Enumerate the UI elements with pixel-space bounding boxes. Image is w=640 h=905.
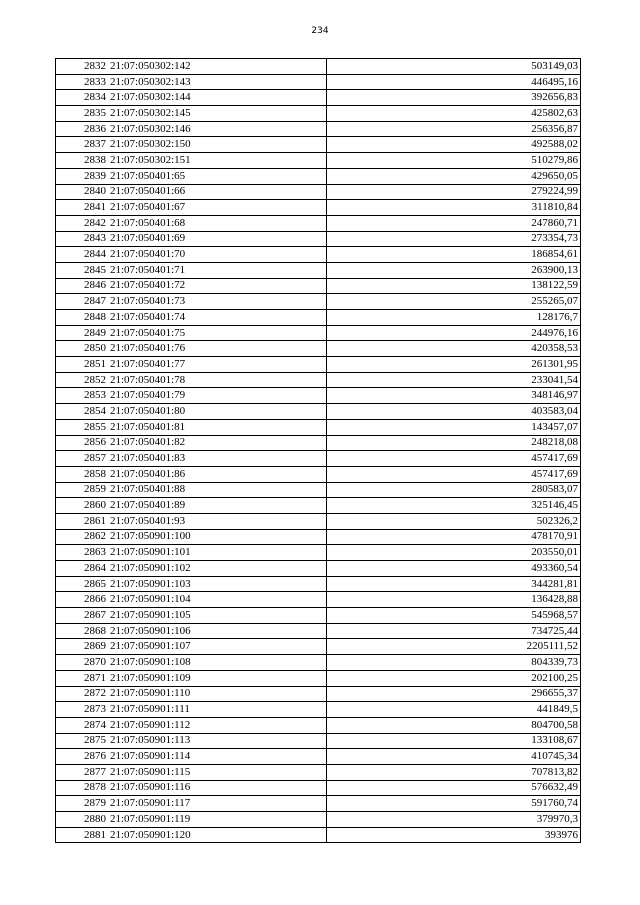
row-number-cell: 2852	[56, 372, 109, 388]
table-row	[56, 90, 581, 106]
row-number-cell: 2855	[56, 419, 109, 435]
cadastral-number-cell: 21:07:050401:79	[108, 388, 327, 404]
cadastral-number-cell: 21:07:050401:69	[108, 231, 327, 247]
value-cell: 233041,54	[327, 372, 581, 388]
row-number-cell: 2854	[56, 404, 109, 420]
value-cell: 256356,87	[327, 121, 581, 137]
cadastral-number-cell: 21:07:050901:111	[108, 702, 327, 718]
row-number-cell: 2860	[56, 498, 109, 514]
value-cell: 280583,07	[327, 482, 581, 498]
row-number-cell: 2863	[56, 545, 109, 561]
value-cell: 707813,82	[327, 764, 581, 780]
row-number-cell: 2856	[56, 435, 109, 451]
table-row	[56, 388, 581, 404]
table-row	[56, 325, 581, 341]
cadastral-number-cell: 21:07:050401:78	[108, 372, 327, 388]
row-number-cell: 2840	[56, 184, 109, 200]
table-row	[56, 513, 581, 529]
table-row	[56, 545, 581, 561]
value-cell: 734725,44	[327, 623, 581, 639]
value-cell: 344281,81	[327, 576, 581, 592]
value-cell: 261301,95	[327, 357, 581, 373]
row-number-cell: 2871	[56, 670, 109, 686]
row-number-cell: 2861	[56, 513, 109, 529]
row-number-cell: 2867	[56, 608, 109, 624]
value-cell: 128176,7	[327, 310, 581, 326]
table-row	[56, 451, 581, 467]
cadastral-number-cell: 21:07:050302:142	[108, 59, 327, 75]
value-cell: 248218,08	[327, 435, 581, 451]
cadastral-number-cell: 21:07:050401:71	[108, 262, 327, 278]
value-cell: 279224,99	[327, 184, 581, 200]
table-row	[56, 262, 581, 278]
value-cell: 393976	[327, 827, 581, 843]
cadastral-number-cell: 21:07:050901:115	[108, 764, 327, 780]
table-row	[56, 121, 581, 137]
cadastral-number-cell: 21:07:050901:114	[108, 749, 327, 765]
cadastral-number-cell: 21:07:050401:72	[108, 278, 327, 294]
row-number-cell: 2866	[56, 592, 109, 608]
value-cell: 143457,07	[327, 419, 581, 435]
cadastral-number-cell: 21:07:050901:105	[108, 608, 327, 624]
table-row	[56, 419, 581, 435]
value-cell: 492588,02	[327, 137, 581, 153]
cadastral-number-cell: 21:07:050302:151	[108, 153, 327, 169]
value-cell: 503149,03	[327, 59, 581, 75]
value-cell: 403583,04	[327, 404, 581, 420]
table-row	[56, 576, 581, 592]
table-row	[56, 529, 581, 545]
cadastral-number-cell: 21:07:050901:116	[108, 780, 327, 796]
cadastral-number-cell: 21:07:050401:68	[108, 215, 327, 231]
cadastral-number-cell: 21:07:050901:108	[108, 655, 327, 671]
cadastral-number-cell: 21:07:050401:89	[108, 498, 327, 514]
cadastral-number-cell: 21:07:050401:86	[108, 466, 327, 482]
row-number-cell: 2836	[56, 121, 109, 137]
value-cell: 136428,88	[327, 592, 581, 608]
value-cell: 138122,59	[327, 278, 581, 294]
table-row	[56, 200, 581, 216]
table-row	[56, 59, 581, 75]
row-number-cell: 2835	[56, 106, 109, 122]
table-row	[56, 168, 581, 184]
cadastral-number-cell: 21:07:050401:80	[108, 404, 327, 420]
value-cell: 247860,71	[327, 215, 581, 231]
row-number-cell: 2879	[56, 796, 109, 812]
cadastral-number-cell: 21:07:050901:100	[108, 529, 327, 545]
table-row	[56, 655, 581, 671]
value-cell: 410745,34	[327, 749, 581, 765]
row-number-cell: 2876	[56, 749, 109, 765]
cadastral-number-cell: 21:07:050401:75	[108, 325, 327, 341]
cadastral-number-cell: 21:07:050302:145	[108, 106, 327, 122]
row-number-cell: 2850	[56, 341, 109, 357]
cadastral-number-cell: 21:07:050901:113	[108, 733, 327, 749]
row-number-cell: 2857	[56, 451, 109, 467]
row-number-cell: 2869	[56, 639, 109, 655]
row-number-cell: 2878	[56, 780, 109, 796]
table-body	[56, 59, 581, 843]
cadastral-number-cell: 21:07:050401:88	[108, 482, 327, 498]
table-row	[56, 231, 581, 247]
value-cell: 186854,61	[327, 247, 581, 263]
value-cell: 325146,45	[327, 498, 581, 514]
value-cell: 420358,53	[327, 341, 581, 357]
row-number-cell: 2841	[56, 200, 109, 216]
row-number-cell: 2853	[56, 388, 109, 404]
table-row	[56, 812, 581, 828]
row-number-cell: 2839	[56, 168, 109, 184]
value-cell: 457417,69	[327, 466, 581, 482]
table-row	[56, 278, 581, 294]
row-number-cell: 2872	[56, 686, 109, 702]
table-row	[56, 74, 581, 90]
row-number-cell: 2846	[56, 278, 109, 294]
value-cell: 425802,63	[327, 106, 581, 122]
table-row	[56, 796, 581, 812]
table-row	[56, 153, 581, 169]
row-number-cell: 2837	[56, 137, 109, 153]
value-cell: 263900,13	[327, 262, 581, 278]
row-number-cell: 2838	[56, 153, 109, 169]
table-row	[56, 372, 581, 388]
cadastral-number-cell: 21:07:050401:67	[108, 200, 327, 216]
value-cell: 133108,67	[327, 733, 581, 749]
table-row	[56, 310, 581, 326]
value-cell: 510279,86	[327, 153, 581, 169]
row-number-cell: 2858	[56, 466, 109, 482]
value-cell: 493360,54	[327, 561, 581, 577]
table-row	[56, 827, 581, 843]
value-cell: 591760,74	[327, 796, 581, 812]
value-cell: 446495,16	[327, 74, 581, 90]
value-cell: 441849,5	[327, 702, 581, 718]
table-row	[56, 404, 581, 420]
value-cell: 392656,83	[327, 90, 581, 106]
value-cell: 296655,37	[327, 686, 581, 702]
cadastral-number-cell: 21:07:050401:76	[108, 341, 327, 357]
cadastral-number-cell: 21:07:050401:66	[108, 184, 327, 200]
cadastral-number-cell: 21:07:050401:93	[108, 513, 327, 529]
cadastral-number-cell: 21:07:050901:120	[108, 827, 327, 843]
page-number: 234	[311, 26, 329, 36]
value-cell: 804339,73	[327, 655, 581, 671]
value-cell: 2205111,52	[327, 639, 581, 655]
row-number-cell: 2864	[56, 561, 109, 577]
cadastral-number-cell: 21:07:050401:65	[108, 168, 327, 184]
table-row	[56, 749, 581, 765]
table-row	[56, 466, 581, 482]
table-row	[56, 247, 581, 263]
value-cell: 429650,05	[327, 168, 581, 184]
row-number-cell: 2875	[56, 733, 109, 749]
table-row	[56, 435, 581, 451]
value-cell: 348146,97	[327, 388, 581, 404]
value-cell: 804700,58	[327, 717, 581, 733]
row-number-cell: 2880	[56, 812, 109, 828]
row-number-cell: 2873	[56, 702, 109, 718]
table-row	[56, 294, 581, 310]
value-cell: 502326,2	[327, 513, 581, 529]
row-number-cell: 2868	[56, 623, 109, 639]
table-row	[56, 623, 581, 639]
value-cell: 311810,84	[327, 200, 581, 216]
row-number-cell: 2859	[56, 482, 109, 498]
cadastral-number-cell: 21:07:050901:104	[108, 592, 327, 608]
cadastral-number-cell: 21:07:050401:70	[108, 247, 327, 263]
table-row	[56, 733, 581, 749]
cadastral-number-cell: 21:07:050302:146	[108, 121, 327, 137]
row-number-cell: 2842	[56, 215, 109, 231]
row-number-cell: 2865	[56, 576, 109, 592]
table-row	[56, 717, 581, 733]
value-cell: 576632,49	[327, 780, 581, 796]
value-cell: 457417,69	[327, 451, 581, 467]
cadastral-number-cell: 21:07:050401:74	[108, 310, 327, 326]
cadastral-number-cell: 21:07:050302:150	[108, 137, 327, 153]
cadastral-number-cell: 21:07:050401:81	[108, 419, 327, 435]
table-row	[56, 482, 581, 498]
table-row	[56, 357, 581, 373]
row-number-cell: 2881	[56, 827, 109, 843]
cadastral-number-cell: 21:07:050901:112	[108, 717, 327, 733]
value-cell: 545968,57	[327, 608, 581, 624]
value-cell: 203550,01	[327, 545, 581, 561]
table-row	[56, 341, 581, 357]
table-row	[56, 498, 581, 514]
row-number-cell: 2851	[56, 357, 109, 373]
data-table	[55, 58, 581, 843]
row-number-cell: 2877	[56, 764, 109, 780]
value-cell: 478170,91	[327, 529, 581, 545]
table-row	[56, 215, 581, 231]
row-number-cell: 2833	[56, 74, 109, 90]
cadastral-number-cell: 21:07:050901:117	[108, 796, 327, 812]
table-row	[56, 184, 581, 200]
value-cell: 202100,25	[327, 670, 581, 686]
table-row	[56, 686, 581, 702]
cadastral-number-cell: 21:07:050901:103	[108, 576, 327, 592]
row-number-cell: 2844	[56, 247, 109, 263]
cadastral-number-cell: 21:07:050401:82	[108, 435, 327, 451]
row-number-cell: 2843	[56, 231, 109, 247]
row-number-cell: 2870	[56, 655, 109, 671]
table-row	[56, 561, 581, 577]
row-number-cell: 2874	[56, 717, 109, 733]
row-number-cell: 2845	[56, 262, 109, 278]
row-number-cell: 2848	[56, 310, 109, 326]
cadastral-number-cell: 21:07:050901:107	[108, 639, 327, 655]
value-cell: 244976,16	[327, 325, 581, 341]
cadastral-number-cell: 21:07:050901:101	[108, 545, 327, 561]
row-number-cell: 2834	[56, 90, 109, 106]
cadastral-number-cell: 21:07:050901:119	[108, 812, 327, 828]
table-row	[56, 106, 581, 122]
value-cell: 379970,3	[327, 812, 581, 828]
table-row	[56, 137, 581, 153]
table-row	[56, 670, 581, 686]
cadastral-number-cell: 21:07:050901:106	[108, 623, 327, 639]
cadastral-number-cell: 21:07:050401:83	[108, 451, 327, 467]
cadastral-number-cell: 21:07:050401:77	[108, 357, 327, 373]
table-row	[56, 608, 581, 624]
table-row	[56, 592, 581, 608]
table-row	[56, 764, 581, 780]
cadastral-number-cell: 21:07:050901:102	[108, 561, 327, 577]
value-cell: 273354,73	[327, 231, 581, 247]
cadastral-number-cell: 21:07:050901:110	[108, 686, 327, 702]
value-cell: 255265,07	[327, 294, 581, 310]
cadastral-number-cell: 21:07:050401:73	[108, 294, 327, 310]
row-number-cell: 2849	[56, 325, 109, 341]
table-row	[56, 639, 581, 655]
cadastral-number-cell: 21:07:050901:109	[108, 670, 327, 686]
cadastral-number-cell: 21:07:050302:144	[108, 90, 327, 106]
cadastral-number-cell: 21:07:050302:143	[108, 74, 327, 90]
row-number-cell: 2847	[56, 294, 109, 310]
row-number-cell: 2862	[56, 529, 109, 545]
table-row	[56, 702, 581, 718]
row-number-cell: 2832	[56, 59, 109, 75]
table-row	[56, 780, 581, 796]
